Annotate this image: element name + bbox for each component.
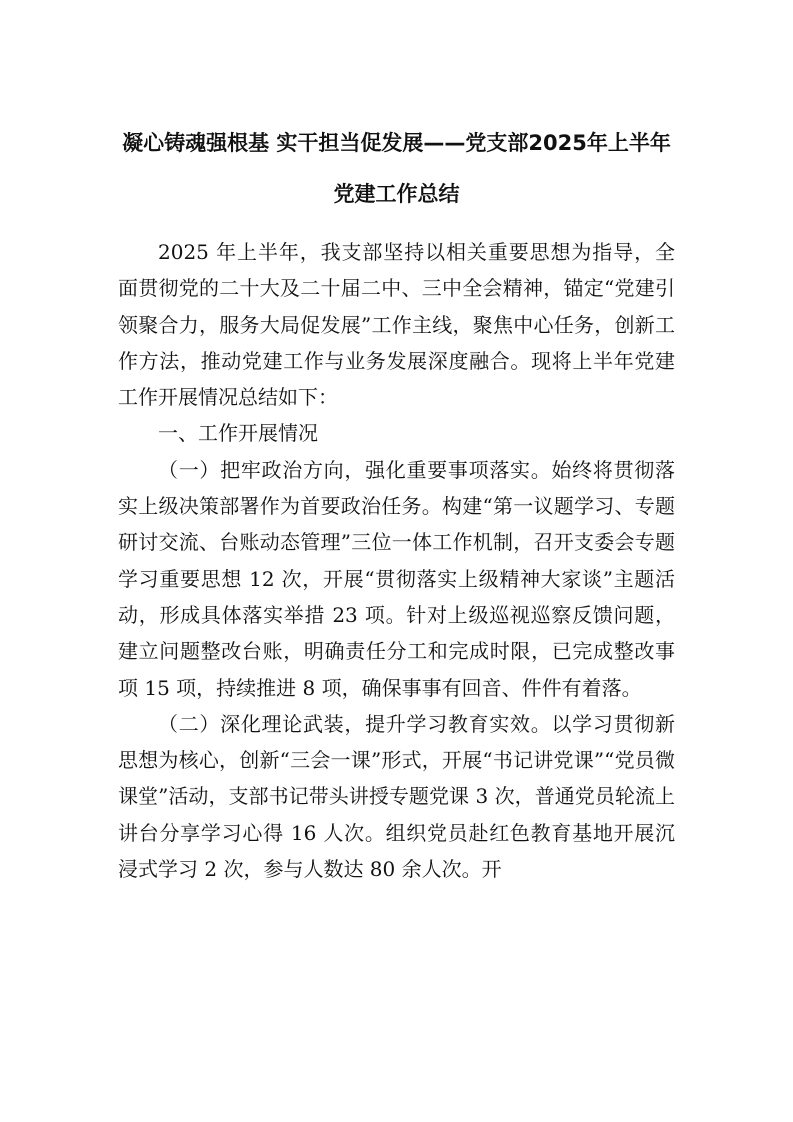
paragraph-theory-study: （二）深化理论武装，提升学习教育实效。以学习贯彻新思想为核心，创新“三会一课”形式，开展“书记讲党课”“党员微课堂”活动，支部书记带头讲授专题党课 3 次，普通党员轮流上讲台分享学习心得 16 人次。组织党员赴红色教育基地开展沉浸式学习 2 次，参与人数达 80 余人次。开 <box>118 711 675 882</box>
intro-paragraph: 2025 年上半年，我支部坚持以相关重要思想为指导，全面贯彻党的二十大及二十届二中、三中全会精神，锚定“党建引领聚合力，服务大局促发展”工作主线，聚焦中心任务，创新工作方法，推动党建工作与业务发展深度融合。现将上半年党建工作开展情况总结如下： <box>118 240 675 410</box>
document-title-line-2: 党建工作总结 <box>333 182 460 206</box>
section-heading-work-situation: 一、工作开展情况 <box>158 421 318 446</box>
document-body <box>118 234 675 887</box>
document-title-line-1: 凝心铸魂强根基 实干担当促发展——党支部2025年上半年 <box>122 131 671 155</box>
paragraph-political-direction: （一）把牢政治方向，强化重要事项落实。始终将贯彻落实上级决策部署作为首要政治任务。构建“第一议题学习、专题研讨交流、台账动态管理”三位一体工作机制，召开支委会专题学习重要思想 12 次，开展“贯彻落实上级精神大家谈”主题活动，形成具体落实举措 23 项。针对上级巡视巡察反馈问题，建立问题整改台账，明确责任分工和完成时限，已完成整改事项 15 项，持续推进 8 项，确保事事有回音、件件有着落。 <box>118 457 675 700</box>
